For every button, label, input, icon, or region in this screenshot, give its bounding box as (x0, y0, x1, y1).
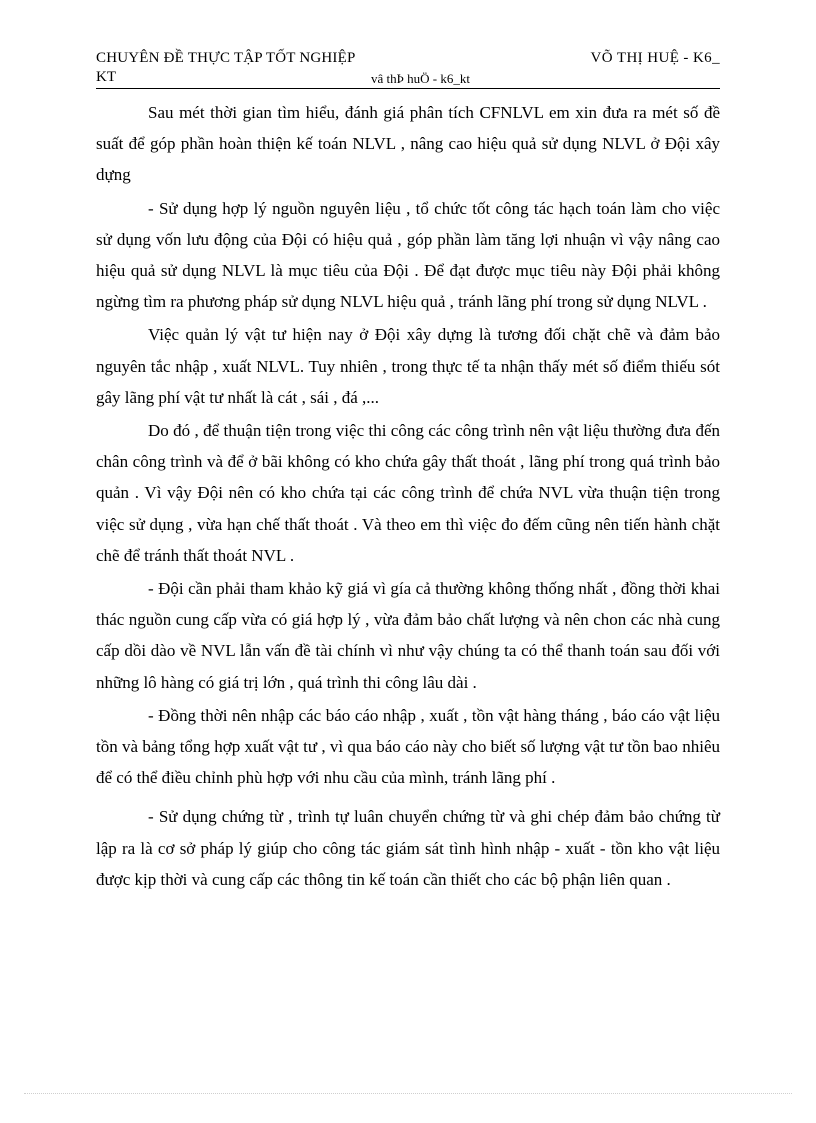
paragraph: Sau mét thời gian tìm hiểu, đánh giá phân tích CFNLVL em xin đưa ra mét số đề suất để góp phần hoàn thiện kế toán NLVL , nâng cao hiệu quả sử dụng NLVL ở Đội xây dựng (96, 103, 720, 185)
header-author: VÕ THỊ HUỆ - K6_ (590, 50, 720, 66)
header-title: CHUYÊN ĐỀ THỰC TẬP TỐT NGHIỆP (96, 50, 356, 66)
paragraph: - Đội cần phải tham khảo kỹ giá vì gía cả thường không thống nhất , đồng thời khai thác nguồn cung cấp vừa có giá hợp lý , vừa đảm bảo chất lượng và nên chon các nhà cung cấp dồi dào về NVL lẫn vấn đề tài chính vì như vậy chúng ta có thể thanh toán sau đối với những lô hàng có giá trị lớn , quá trình thi công lâu dài . (96, 579, 720, 692)
paragraph: - Sử dụng hợp lý nguồn nguyên liệu , tổ chức tốt công tác hạch toán làm cho việc sử dụng vốn lưu động của Đội có hiệu quả , góp phần làm tăng lợi nhuận vì vậy nâng cao hiệu quả sử dụng NLVL là mục tiêu của Đội . Để đạt được mục tiêu này Đội phải không ngừng tìm ra phương pháp sử dụng NLVL hiệu quả , tránh lãng phí trong sử dụng NLVL . (96, 198, 720, 312)
paragraph: - Sử dụng chứng từ , trình tự luân chuyển chứng từ và ghi chép đảm bảo chứng từ lập ra là cơ sở pháp lý giúp cho công tác giám sát tình hình nhập - xuất - tồn kho vật liệu được kịp thời và cung cấp các thông tin kế toán cần thiết cho các bộ phận liên quan . (96, 807, 720, 889)
paragraph: - Đồng thời nên nhập các báo cáo nhập , xuất , tồn vật hàng tháng , báo cáo vật liệu tồn và bảng tổng hợp xuất vật tư , vì qua báo cáo này cho biết số lượng vật tư tồn bao nhiêu để có thể điều chỉnh phù hợp với nhu cầu của mình, tránh lãng phí . (96, 705, 720, 788)
header-author-garbled: vâ thÞ huÖ - k6_kt (371, 71, 470, 86)
paragraph: Do đó , để thuận tiện trong việc thi công các công trình nên vật liệu thường đưa đến chân công trình và để ở bãi không có kho chứa gây thất thoát , lãng phí trong quá trình bảo quản . Vì vậy Đội nên có kho chứa tại các công trình để chứa NVL vừa thuận tiện trong việc sử dụng , vừa hạn chế thất thoát . Và theo em thì việc đo đếm cũng nên tiến hành chặt chẽ để tránh thất thoát NVL . (96, 421, 720, 565)
page-header (96, 48, 720, 89)
header-author-continued: KT (96, 69, 116, 85)
document-body (96, 97, 720, 895)
page-bottom-divider (24, 1093, 792, 1094)
paragraph: Việc quản lý vật tư hiện nay ở Đội xây dựng là tương đối chặt chẽ và đảm bảo nguyên tắc nhập , xuất NLVL. Tuy nhiên , trong thực tế ta nhận thấy mét số điểm thiếu sót gây lãng phí vật tư nhất là cát , sái , đá ,... (96, 325, 720, 407)
